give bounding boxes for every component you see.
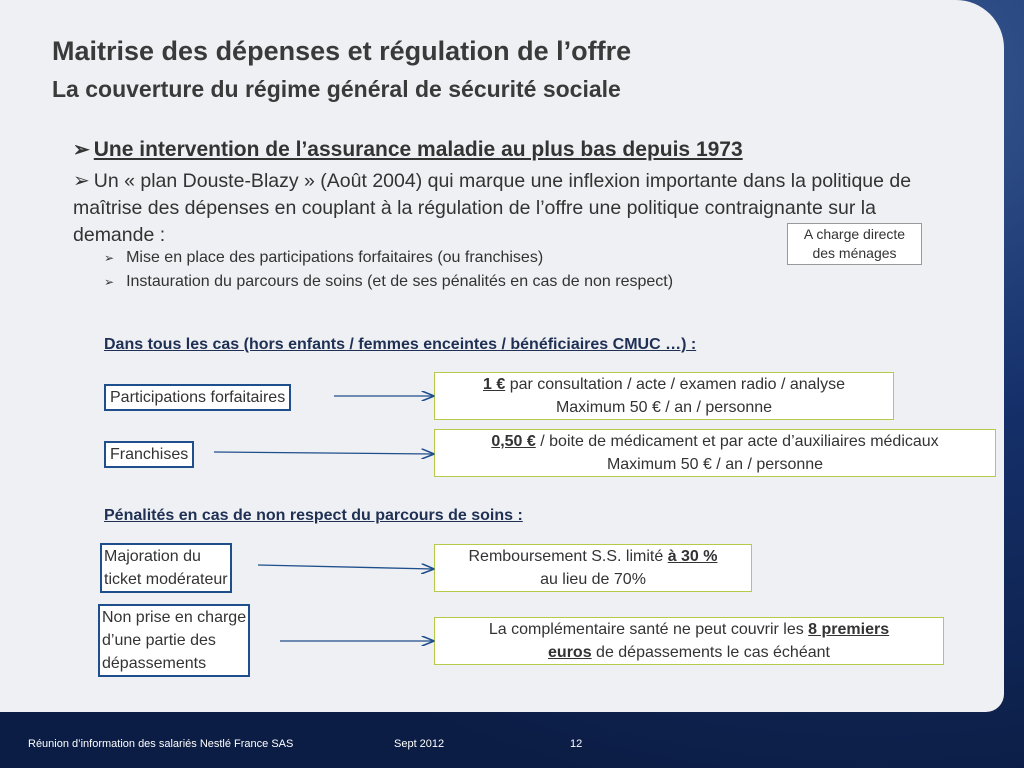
bullet-arrow-icon: ➢	[73, 170, 90, 192]
arrow-franchises	[214, 452, 433, 454]
arrow-majoration	[258, 565, 433, 569]
amount-value: 1 €	[482, 376, 506, 393]
info-text: / boite de médicament et par acte d’auxiliaires médicaux	[540, 433, 939, 450]
footer-meeting-label: Réunion d’information des salariés Nestlé France SAS	[28, 738, 294, 750]
label-box-participations: Participations forfaitaires	[104, 384, 291, 411]
section-heading-penalites: Pénalités en cas de non respect du parcours de soins :	[104, 507, 523, 524]
label-line: ticket modérateur	[104, 571, 228, 588]
sub-bullet-arrow-icon: ➢	[104, 251, 115, 265]
label-line: dépassements	[102, 655, 207, 672]
bullet-arrow-icon: ➢	[73, 139, 90, 161]
highlight-value: euros	[548, 644, 592, 661]
footer-page-number: 12	[570, 738, 583, 750]
info-line2: au lieu de 70%	[540, 571, 646, 588]
note-line: A charge directe	[803, 226, 906, 242]
highlight-value: 8 premiers	[808, 621, 890, 638]
bullet-text: Un « plan Douste-Blazy » (Août 2004) qui marque une inflexion importante dans la politique de maîtrise des dépenses en couplant à la régulation de l’offre une politique contraignante sur la demande :	[73, 170, 912, 246]
info-text: La complémentaire santé ne peut couvrir les	[488, 621, 809, 638]
sub-bullet-arrow-icon: ➢	[104, 275, 115, 289]
label-line: Majoration du	[104, 548, 201, 565]
sub-bullet-text: Instauration du parcours de soins (et de ses pénalités en cas de non respect)	[126, 273, 674, 290]
highlight-value: à 30 %	[667, 548, 718, 565]
amount-value: 0,50 €	[491, 433, 536, 450]
sub-bullet-text: Mise en place des participations forfaitaires (ou franchises)	[126, 249, 544, 266]
footer-date: Sept 2012	[394, 738, 445, 750]
label-line: Non prise en charge	[102, 609, 247, 626]
bullet-text: Une intervention de l’assurance maladie au plus bas depuis 1973	[93, 138, 743, 161]
label-line: d’une partie des	[102, 632, 216, 649]
slide-title: Maitrise des dépenses et régulation de l’offre	[52, 36, 632, 66]
note-line: des ménages	[812, 245, 897, 261]
info-text: Remboursement S.S. limité	[468, 548, 668, 565]
info-line2: Maximum 50 € / an / personne	[606, 456, 824, 473]
section-heading-tous-cas: Dans tous les cas (hors enfants / femmes enceintes / bénéficiaires CMUC …) :	[104, 336, 697, 353]
info-line2: Maximum 50 € / an / personne	[555, 399, 773, 416]
info-text: par consultation / acte / examen radio / analyse	[509, 376, 845, 393]
label-box-franchises: Franchises	[104, 441, 194, 468]
slide-subtitle: La couverture du régime général de sécurité sociale	[52, 76, 621, 102]
info-line2: de dépassements le cas échéant	[591, 644, 830, 661]
